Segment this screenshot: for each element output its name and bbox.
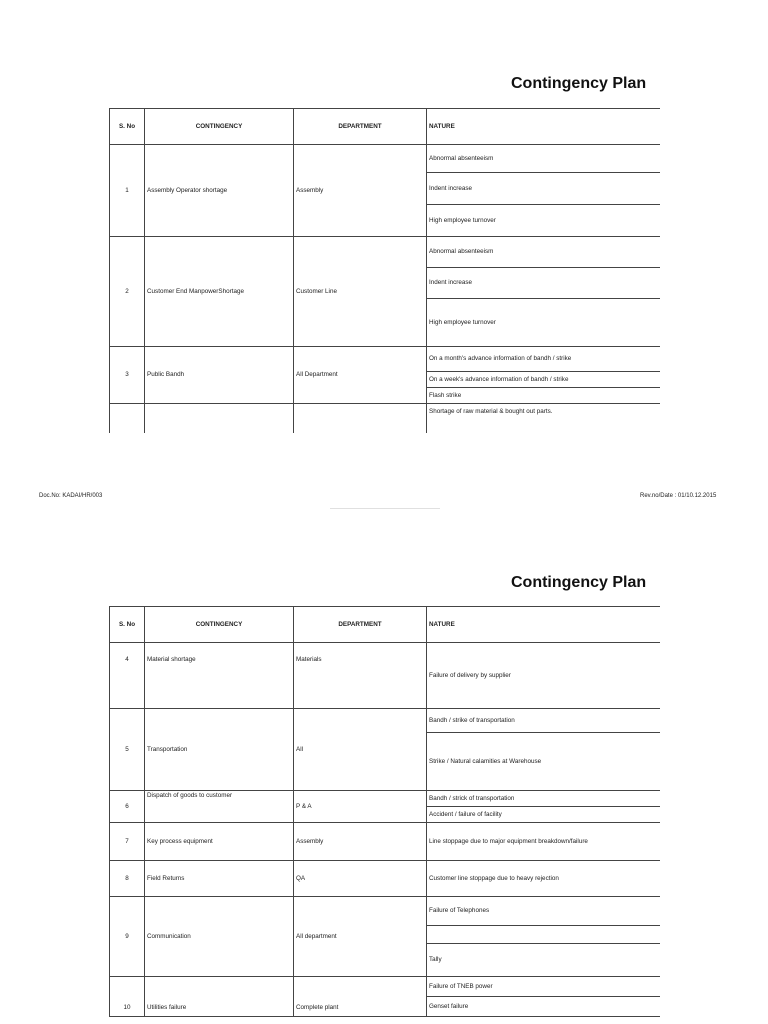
cell-department: All department — [294, 897, 427, 977]
cell-nature: Abnormal absenteeism — [427, 237, 661, 268]
cell-sno — [110, 404, 145, 434]
table-header-row — [110, 109, 661, 145]
cell-sno: 2 — [110, 237, 145, 347]
header-department: DEPARTMENT — [294, 109, 427, 145]
cell-department: Assembly — [294, 823, 427, 861]
table-row — [110, 643, 661, 709]
header-department: DEPARTMENT — [294, 607, 427, 643]
cell-sno: 1 — [110, 145, 145, 237]
cell-department: All Department — [294, 347, 427, 404]
cell-nature: Indent increase — [427, 268, 661, 299]
cell-nature: Genset failure — [427, 997, 661, 1017]
table-row — [110, 237, 661, 268]
cell-contingency: Key process equipment — [145, 823, 294, 861]
cell-sno: 6 — [110, 791, 145, 823]
header-sno: S. No — [110, 109, 145, 145]
cell-department: Customer Line — [294, 237, 427, 347]
cell-nature: Indent increase — [427, 173, 661, 205]
cell-sno: 8 — [110, 861, 145, 897]
cell-department: Assembly — [294, 145, 427, 237]
cell-nature: Tally — [427, 944, 661, 977]
contingency-table-page1-wrapper — [100, 108, 660, 433]
cell-nature: Bandh / strick of transportation — [427, 791, 661, 807]
table-row — [110, 897, 661, 926]
divider — [330, 508, 440, 509]
cell-department: Complete plant — [294, 977, 427, 1017]
table-row — [110, 347, 661, 372]
cell-nature: On a week's advance information of bandh / strike — [427, 372, 661, 388]
cell-sno: 10 — [110, 977, 145, 1017]
doc-number: Doc.No: KADAI/HR/003 — [39, 493, 103, 499]
table-row — [110, 145, 661, 173]
contingency-table — [109, 108, 660, 433]
cell-contingency: Customer End ManpowerShortage — [145, 237, 294, 347]
table-row — [110, 861, 661, 897]
page-title: Contingency Plan — [511, 75, 647, 92]
cell-nature — [427, 926, 661, 944]
cell-sno: 9 — [110, 897, 145, 977]
cell-nature: Strike / Natural calamities at Warehouse — [427, 733, 661, 791]
cell-contingency: Field Returns — [145, 861, 294, 897]
header-contingency: CONTINGENCY — [145, 109, 294, 145]
cell-sno: 4 — [110, 643, 145, 709]
cell-contingency: Utilities failure — [145, 977, 294, 1017]
cell-nature: Shortage of raw material & bought out parts. — [427, 404, 661, 434]
cell-contingency: Dispatch of goods to customer — [145, 791, 294, 823]
cell-nature: Failure of TNEB power — [427, 977, 661, 997]
cell-contingency: Assembly Operator shortage — [145, 145, 294, 237]
cell-nature: Failure of delivery by supplier — [427, 643, 661, 709]
cell-nature: Line stoppage due to major equipment breakdown/failure — [427, 823, 661, 861]
cell-department: P & A — [294, 791, 427, 823]
cell-nature: Flash strike — [427, 388, 661, 404]
cell-contingency: Transportation — [145, 709, 294, 791]
table-row — [110, 709, 661, 733]
cell-department: QA — [294, 861, 427, 897]
cell-sno: 3 — [110, 347, 145, 404]
cell-contingency — [145, 404, 294, 434]
cell-contingency: Communication — [145, 897, 294, 977]
header-nature: NATURE — [427, 607, 661, 643]
header-nature: NATURE — [427, 109, 661, 145]
table-row — [110, 977, 661, 997]
cell-nature: Abnormal absenteeism — [427, 145, 661, 173]
cell-department — [294, 404, 427, 434]
cell-contingency: Public Bandh — [145, 347, 294, 404]
cell-sno: 5 — [110, 709, 145, 791]
cell-nature: High employee turnover — [427, 205, 661, 237]
cell-nature: On a month's advance information of bandh / strike — [427, 347, 661, 372]
header-sno: S. No — [110, 607, 145, 643]
table-row — [110, 823, 661, 861]
cell-nature: High employee turnover — [427, 299, 661, 347]
contingency-table — [109, 606, 660, 1017]
cell-sno: 7 — [110, 823, 145, 861]
cell-nature: Accident / failure of facility — [427, 807, 661, 823]
cell-department: Materials — [294, 643, 427, 709]
contingency-table-page2-wrapper — [100, 606, 660, 1024]
table-row — [110, 791, 661, 807]
cell-nature: Customer line stoppage due to heavy rejection — [427, 861, 661, 897]
table-header-row — [110, 607, 661, 643]
table-row — [110, 404, 661, 434]
cell-department: All — [294, 709, 427, 791]
cell-nature: Bandh / strike of transportation — [427, 709, 661, 733]
page-title: Contingency Plan — [511, 574, 647, 591]
revision-date: Rev.no/Date : 01/10.12.2015 — [640, 493, 717, 499]
cell-contingency: Material shortage — [145, 643, 294, 709]
cell-nature: Failure of Telephones — [427, 897, 661, 926]
header-contingency: CONTINGENCY — [145, 607, 294, 643]
